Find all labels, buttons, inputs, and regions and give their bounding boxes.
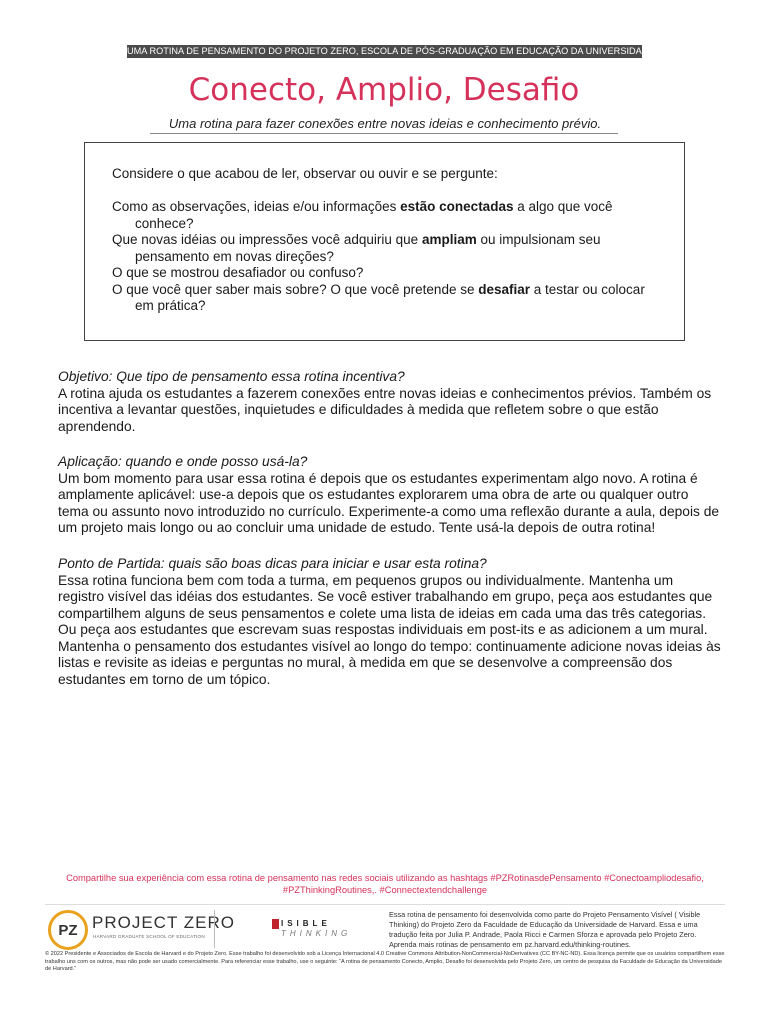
q4-pre: O que você quer saber mais sobre? O que você pretende se (112, 281, 479, 297)
partida-text: Essa rotina funciona bem com toda a turma, em pequenos grupos ou individualmente. Mantenha um registro visível das idéias dos estudantes. Se você estiver trabalhando em grupo, peça aos estudantes que compartilhem alguns de seus pensamentos e colete uma lista de ideias em cada uma das três categorias. Ou peça aos estudantes que escrevam suas respostas individuais em post-its e as adicionem a um mural. Mantenha o pensamento dos estudantes visível ao longo do tempo: continuamente adicione novas ideias às listas e revisite as ideias e perguntas no mural, à medida em que se desenvolve a compreensão dos estudantes em torno de um tópico. (58, 572, 721, 687)
copyright-text: © 2022 Presidente e Associados de Escola de Harvard e do Projeto Zero. Esse trabalho foi desenvolvido sob a Licença Internacional 4.0 Creative Commons Attribution-NonCommercial-NoDerivatives (CC BY-NC-ND). Essa licença permite que os usuários compartilhem esse trabalho uns com os outros, mas não pode ser usado comercialmente. Para referenciar esse trabalho, use o seguinte: “A rotina de pensamento Conecto, Amplio, Desafio foi desenvolvida pelo Projeto Zero, um centro de pesquisa da Faculdade de Educação da Universidade de Harvard.” (45, 951, 725, 973)
objetivo-heading: Objetivo: Que tipo de pensamento essa rotina incentiva? (58, 369, 405, 384)
footer-divider (45, 904, 725, 905)
project-zero-subtitle: HARVARD GRADUATE SCHOOL OF EDUCATION (93, 934, 205, 939)
share-line-1: Compartilhe sua experiência com essa rotina de pensamento nas redes sociais utilizando as hashtags #PZRotinasdePensamento #Conectoampliodesafio, (66, 873, 704, 883)
visible-thinking-line-1: ISIBLE (281, 919, 331, 928)
q2-pre: Que novas idéias ou impressões você adquiriu que (112, 232, 422, 247)
share-hashtags (60, 872, 710, 896)
question-connect (112, 199, 662, 232)
objetivo-text: A rotina ajuda os estudantes a fazerem conexões entre novas ideias e conhecimentos prévios. Também os incentiva a levantar questões, inquietudes e dificuldades à medida que refletem sobre o que estão aprendendo. (58, 385, 712, 434)
question-challenge: O que se mostrou desafiador ou confuso? (112, 265, 364, 280)
aplicacao-heading: Aplicação: quando e onde posso usá-la? (58, 454, 308, 469)
box-intro: Considere o que acabou de ler, observar ou ouvir e se pergunte: (112, 166, 498, 181)
page-subtitle: Uma rotina para fazer conexões entre novas ideias e conhecimento prévio. (168, 116, 602, 131)
project-zero-name: PROJECT ZERO (92, 913, 235, 932)
q4-post: a testar ou colocar em prática? (135, 281, 645, 313)
partida-heading: Ponto de Partida: quais são boas dicas para iniciar e usar esta rotina? (58, 556, 487, 571)
share-line-2: #PZThinkingRoutines,. #Connectextendchallenge (282, 885, 488, 895)
header-banner: UMA ROTINA DE PENSAMENTO DO PROJETO ZERO, ESCOLA DE PÓS-GRADUAÇÃO EM EDUCAÇÃO DA UNIVERSIDADE DE HARVARD (127, 46, 717, 56)
visible-thinking-logo-icon (272, 919, 279, 929)
q2-bold: ampliam (421, 232, 477, 247)
section-partida (58, 556, 722, 688)
logo-divider (214, 910, 215, 948)
aplicacao-text: Um bom momento para usar essa rotina é depois que os estudantes experimentam algo novo. A rotina é amplamente aplicável: use-a depois que os estudantes explorarem uma obra de arte ou qualquer outro tema ou assunto novo introduzido no currículo. Experimente-a como uma reflexão durante a aula, depois de um projeto mais longo ou ao concluir uma unidade de estudo. Tente usá-la depois de outra rotina! (58, 470, 720, 535)
subtitle-divider (150, 133, 618, 134)
project-zero-logo-icon (48, 910, 88, 950)
q1-pre: Como as observações, ideias e/ou informações (112, 199, 401, 214)
q1-bold: estão conectadas (400, 199, 514, 214)
question-wonder (112, 282, 662, 315)
pz-logo-letters: PZ (58, 921, 78, 939)
question-list (112, 199, 662, 315)
visible-thinking-line-2: THINKING (281, 929, 352, 938)
page-title: Conecto, Amplio, Desafio (188, 72, 580, 108)
question-extend (112, 232, 662, 265)
section-aplicacao (58, 454, 722, 537)
q4-bold: desafiar (478, 281, 530, 297)
credits-text: Essa rotina de pensamento foi desenvolvida como parte do Projeto Pensamento Visível ( Visible Thinking) do Projeto Zero da Faculdade de Educação da Universidade de Harvard. Essa e uma tradução feita por Julia P. Andrade, Paola Ricci e Carmen Sforza e aprovada pelo Projeto Zero. Aprenda mais rotinas de pensamento em pz.harvard.edu/thinking-routines. (389, 910, 701, 949)
q1-post: a algo que você conhece? (135, 199, 613, 231)
q2-post: ou impulsionam seu pensamento em novas direções? (135, 232, 601, 264)
questions-box (84, 142, 685, 341)
section-objetivo (58, 369, 722, 435)
